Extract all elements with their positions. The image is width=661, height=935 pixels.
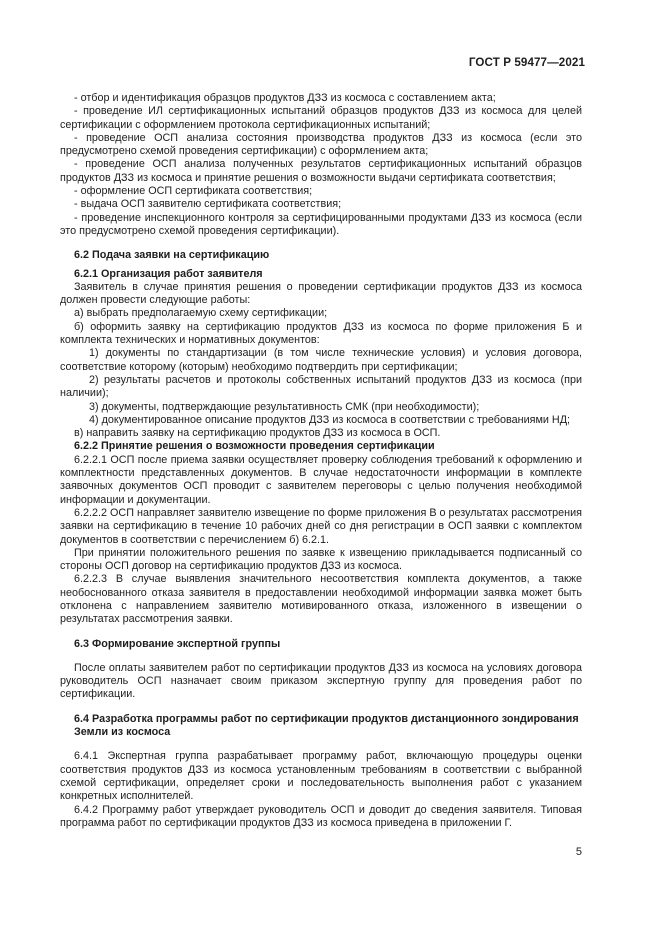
paragraph: При принятии положительного решения по заявке к извещению прикладывается подписанный со стороны ОСП договор на сертификацию продуктов ДЗЗ из космоса. [60,546,582,573]
section-heading: 6.3 Формирование экспертной группы [74,637,281,650]
spacer [60,238,582,249]
paragraph: 6.2.2.3 В случае выявления значительного несоответствия комплекта документов, а также необоснованного отказа заявителя в предоставлении необходимой информации заявка может быть отклонена с направлением заявителю мотивированного отказа, изложенного в извещении о результатах рассмотрения заявки. [60,573,582,626]
list-subitem: 3) документы, подтверждающие результативность СМК (при необходимости); [89,400,480,413]
paragraph: После оплаты заявителем работ по сертификации продуктов ДЗЗ из космоса на условиях договора руководитель ОСП назначает своим приказом экспертную группу для проведения работ по сертификации. [60,661,582,701]
page-number: 5 [575,846,582,858]
document-body [60,92,582,830]
list-subitem: 1) документы по стандартизации (в том числе технические условия) и условия договора, соответствие которому (которым) необходимо подтвердить при сертификации; [60,347,582,373]
spacer [60,651,582,662]
paragraph: в) направить заявку на сертификацию продуктов ДЗЗ из космоса в ОСП. [74,427,441,440]
list-subitem: 2) результаты расчетов и протоколы собственных испытаний продуктов ДЗЗ из космоса (при наличии); [60,373,582,400]
spacer [60,627,582,638]
paragraph: 6.4.2 Программу работ утверждает руководитель ОСП и доводит до сведения заявителя. Типовая программа работ по сертификации продуктов ДЗЗ из космоса приведена в приложении Г. [60,803,582,829]
section-heading: 6.2.2 Принятие решения о возможности проведения сертификации [74,440,435,453]
paragraph: - проведение инспекционного контроля за сертифицированными продуктами ДЗЗ из космоса (если это предусмотрено схемой проведения сертификации). [60,211,582,237]
spacer [60,702,582,713]
section-heading: 6.2 Подача заявки на сертификацию [74,249,270,262]
section-heading: 6.4 Разработка программы работ по сертификации продуктов дистанционного зондирования Земли из космоса [74,712,579,739]
spacer [60,739,582,750]
paragraph: Заявитель в случае принятия решения о проведении сертификации продуктов ДЗЗ из космоса должен провести следующие работы: [60,280,582,307]
paragraph: б) оформить заявку на сертификацию продуктов ДЗЗ из космоса по форме приложения Б и комплекта технических и нормативных документов: [60,320,582,347]
paragraph: - выдача ОСП заявителю сертификата соответствия; [74,198,342,211]
section-heading: 6.2.1 Организация работ заявителя [74,267,263,280]
list-subitem: 4) документированное описание продуктов ДЗЗ из космоса в соответствии с требованиями НД; [89,413,571,426]
paragraph: - проведение ОСП анализа состояния производства продуктов ДЗЗ из космоса (если это предусмотрено схемой проведения сертификации) с оформлением акта; [60,131,582,158]
paragraph: 6.2.2.2 ОСП направляет заявителю извещение по форме приложения В о результатах рассмотрения заявки на сертификацию в течение 10 рабочих дней со дня регистрации в ОСП заявки с комплектом документов в соответствии с перечислением б) 6.2.1. [60,506,582,546]
paragraph: 6.4.1 Экспертная группа разрабатывает программу работ, включающую процедуры оценки соответствия продуктов ДЗЗ из космоса установленным требованиям в соответствии с выбранной схемой сертификации, определяет сроки и последовательность выполнения работ с указанием конкретных исполнителей. [60,750,582,803]
paragraph: - отбор и идентификация образцов продуктов ДЗЗ из космоса с составлением акта; [74,92,496,104]
paragraph: а) выбрать предполагаемую схему сертификации; [74,307,328,320]
paragraph: 6.2.2.1 ОСП после приема заявки осуществляет проверку соблюдения требований к оформлению и комплектности представленных документов. В случае недостаточности информации в комплекте заявочных документов ОСП проводит с заявителем переговоры с целью получения необходимой информации и документации. [60,453,582,506]
paragraph: - оформление ОСП сертификата соответствия; [74,185,313,198]
paragraph: - проведение ОСП анализа полученных результатов сертификационных испытаний образцов продуктов ДЗЗ из космоса и принятие решения о возможности выдачи сертификата соответствия; [60,158,582,184]
document-code: ГОСТ Р 59477—2021 [468,56,585,69]
paragraph: - проведение ИЛ сертификационных испытаний образцов продуктов ДЗЗ из космоса для целей сертификации с оформлением протокола сертификационных испытаний; [60,105,582,131]
